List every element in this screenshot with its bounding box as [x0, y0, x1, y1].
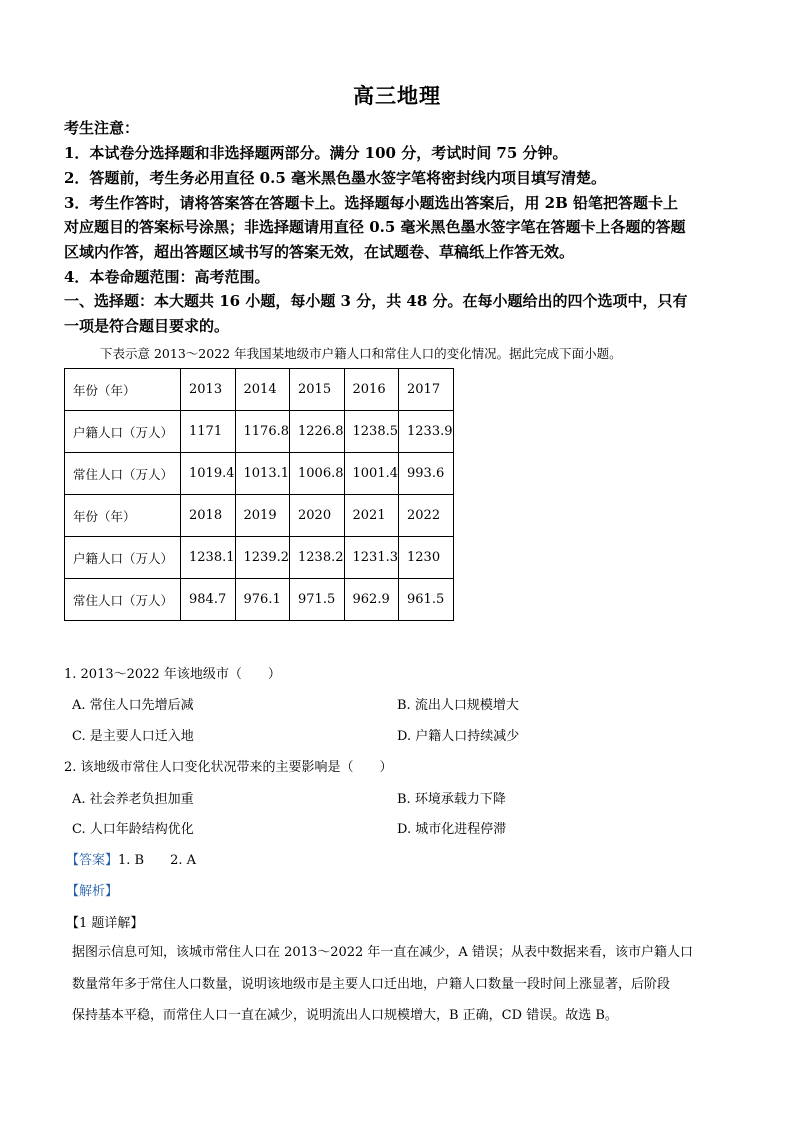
- table-row: [65, 411, 454, 453]
- table-cell: 常住人口（万人）: [65, 453, 181, 495]
- table-cell: 2022: [399, 495, 454, 537]
- question-2-stem: 2. 该地级市常住人口变化状况带来的主要影响是（ ）: [64, 760, 393, 775]
- population-table: [64, 368, 454, 621]
- table-cell: 1001.4: [344, 453, 399, 495]
- section-heading: 一、选择题：本大题共 16 小题，每小题 3 分，共 48 分。在每小题给出的四个选项中，只有: [64, 292, 688, 310]
- table-cell: 961.5: [399, 579, 454, 621]
- table-cell: 2017: [399, 369, 454, 411]
- answer-tag: 【答案】: [66, 853, 119, 868]
- answer-text: 1. B 2. A: [118, 853, 197, 868]
- question-2-option-b: B. 环境承载力下降: [397, 792, 506, 807]
- table-cell: 971.5: [290, 579, 345, 621]
- table-row: [65, 579, 454, 621]
- table-cell: 户籍人口（万人）: [65, 411, 181, 453]
- table-cell: 2021: [344, 495, 399, 537]
- table-cell: 1238.5: [344, 411, 399, 453]
- table-cell: 2018: [181, 495, 236, 537]
- table-cell: 2013: [181, 369, 236, 411]
- notice-item: 3．考生作答时，请将答案答在答题卡上。选择题每小题选出答案后，用 2B 铅笔把答题卡上: [64, 194, 679, 212]
- question-1-option-a: A. 常住人口先增后减: [72, 698, 194, 713]
- detail-heading: 【1 题详解】: [66, 916, 144, 931]
- table-row: [65, 369, 454, 411]
- table-cell: 2015: [290, 369, 345, 411]
- table-cell: 户籍人口（万人）: [65, 537, 181, 579]
- detail-line: 保持基本平稳，而常住人口一直在减少，说明流出人口规模增大，B 正确，CD 错误。故选 B。: [72, 1008, 618, 1023]
- notice-heading: 考生注意：: [64, 119, 140, 137]
- table-cell: 年份（年）: [65, 369, 181, 411]
- table-cell: 年份（年）: [65, 495, 181, 537]
- table-cell: 1171: [181, 411, 236, 453]
- table-cell: 1233.9: [399, 411, 454, 453]
- table-cell: 1231.3: [344, 537, 399, 579]
- table-cell: 1006.8: [290, 453, 345, 495]
- table-cell: 1238.1: [181, 537, 236, 579]
- question-2-option-c: C. 人口年龄结构优化: [72, 822, 194, 837]
- table-cell: 1239.2: [235, 537, 290, 579]
- table-cell: 1226.8: [290, 411, 345, 453]
- table-cell: 2014: [235, 369, 290, 411]
- table-intro: 下表示意 2013～2022 年我国某地级市户籍人口和常住人口的变化情况。据此完成下面小题。: [100, 346, 622, 361]
- notice-item: 区域内作答，超出答题区域书写的答案无效，在试题卷、草稿纸上作答无效。: [64, 243, 575, 261]
- notice-item: 1．本试卷分选择题和非选择题两部分。满分 100 分，考试时间 75 分钟。: [64, 144, 568, 162]
- table-cell: 962.9: [344, 579, 399, 621]
- notice-item: 4．本卷命题范围：高考范围。: [64, 268, 270, 286]
- notice-item: 2．答题前，考生务必用直径 0.5 毫米黑色墨水签字笔将密封线内项目填写清楚。: [64, 169, 606, 187]
- notice-item: 对应题目的答案标号涂黑；非选择题请用直径 0.5 毫米黑色墨水签字笔在答题卡上各题的答题: [64, 218, 686, 236]
- analysis-tag: 【解析】: [66, 884, 119, 899]
- table-row: [65, 495, 454, 537]
- table-row: [65, 537, 454, 579]
- question-1-stem: 1. 2013～2022 年该地级市（ ）: [64, 667, 281, 682]
- table-cell: 2020: [290, 495, 345, 537]
- question-1-option-d: D. 户籍人口持续减少: [397, 729, 520, 744]
- section-heading-cont: 一项是符合题目要求的。: [64, 317, 230, 335]
- detail-line: 据图示信息可知，该城市常住人口在 2013～2022 年一直在减少，A 错误；从表中数据来看，该市户籍人口: [72, 945, 693, 960]
- page-title: 高三地理: [353, 83, 441, 108]
- table-cell: 1238.2: [290, 537, 345, 579]
- table-cell: 1019.4: [181, 453, 236, 495]
- table-cell: 常住人口（万人）: [65, 579, 181, 621]
- table-cell: 1230: [399, 537, 454, 579]
- detail-line: 数量常年多于常住人口数量，说明该地级市是主要人口迁出地，户籍人口数量一段时间上涨显著，后阶段: [72, 977, 671, 992]
- table-cell: 993.6: [399, 453, 454, 495]
- question-2-option-d: D. 城市化进程停滞: [397, 822, 507, 837]
- table-cell: 1013.1: [235, 453, 290, 495]
- table-cell: 984.7: [181, 579, 236, 621]
- table-row: [65, 453, 454, 495]
- question-2-option-a: A. 社会养老负担加重: [72, 792, 194, 807]
- answer-line: [66, 849, 196, 868]
- table-cell: 2016: [344, 369, 399, 411]
- table-cell: 1176.8: [235, 411, 290, 453]
- table-cell: 2019: [235, 495, 290, 537]
- question-1-option-c: C. 是主要人口迁入地: [72, 729, 194, 744]
- table-cell: 976.1: [235, 579, 290, 621]
- question-1-option-b: B. 流出人口规模增大: [397, 698, 519, 713]
